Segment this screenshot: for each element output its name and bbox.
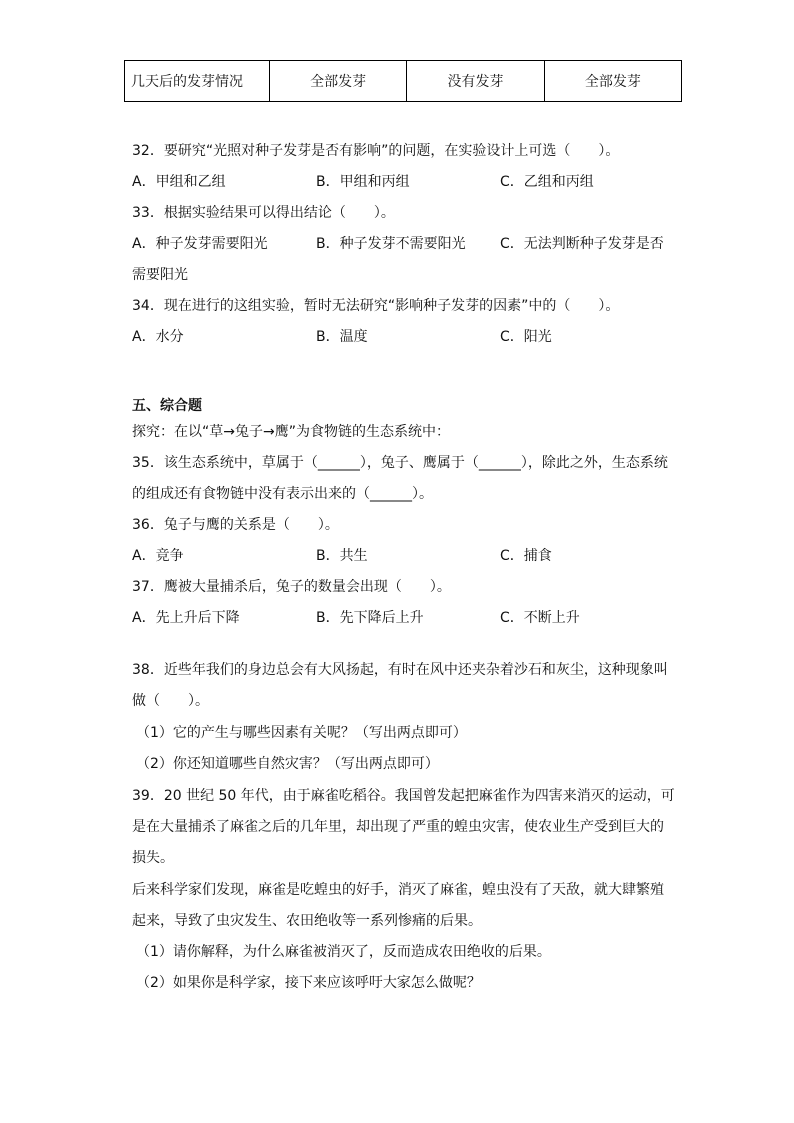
question-32: 32．要研究“光照对种子发芽是否有影响”的问题，在实验设计上可选（ ）。 — [132, 143, 620, 159]
question-33: 33．根据实验结果可以得出结论（ ）。 — [132, 205, 395, 221]
section-title: 五、综合题 — [132, 398, 202, 414]
question-39-line5: 起来，导致了虫灾发生、农田绝收等一系列惨痛的后果。 — [132, 913, 482, 929]
question-39-line3: 损失。 — [132, 850, 174, 866]
option-b: B．共生 — [316, 548, 368, 564]
option-c: C．乙组和丙组 — [500, 174, 594, 190]
question-39-line1: 39．20 世纪 50 年代，由于麻雀吃稻谷。我国曾发起把麻雀作为四害来消灭的运动，可 — [132, 788, 675, 804]
question-39-line2: 是在大量捕杀了麻雀之后的几年里，却出现了严重的蝗虫灾害，使农业生产受到巨大的 — [132, 819, 664, 835]
option-c-continued: 需要阳光 — [132, 267, 188, 283]
question-39-sub1: （1）请你解释，为什么麻雀被消灭了，反而造成农田绝收的后果。 — [136, 944, 551, 960]
option-a: A．种子发芽需要阳光 — [132, 236, 268, 252]
question-34: 34．现在进行的这组实验，暂时无法研究“影响种子发芽的因素”中的（ ）。 — [132, 298, 620, 314]
question-39-line4: 后来科学家们发现，麻雀是吃蝗虫的好手，消灭了麻雀，蝗虫没有了天敌，就大肆繁殖 — [132, 882, 664, 898]
table-cell-label: 几天后的发芽情况 — [125, 61, 270, 102]
table-cell: 全部发芽 — [544, 61, 681, 102]
table-row — [125, 61, 682, 102]
question-38-line1: 38．近些年我们的身边总会有大风扬起，有时在风中还夹杂着沙石和灰尘，这种现象叫 — [132, 662, 668, 678]
option-a: A．先上升后下降 — [132, 610, 240, 626]
option-c: C．捕食 — [500, 548, 552, 564]
option-c: C．不断上升 — [500, 610, 580, 626]
question-38-line2: 做（ ）。 — [132, 693, 209, 709]
question-35-line2: 的组成还有食物链中没有表示出来的（______）。 — [132, 486, 433, 502]
option-b: B．种子发芽不需要阳光 — [316, 236, 466, 252]
section-intro: 探究：在以“草→兔子→鹰”为食物链的生态系统中： — [132, 424, 450, 440]
option-c: C．阳光 — [500, 329, 552, 345]
question-38-sub1: （1）它的产生与哪些因素有关呢？（写出两点即可） — [136, 725, 467, 741]
option-b: B．温度 — [316, 329, 368, 345]
table-cell: 全部发芽 — [270, 61, 407, 102]
option-b: B．先下降后上升 — [316, 610, 424, 626]
option-c: C．无法判断种子发芽是否 — [500, 236, 664, 252]
question-38-sub2: （2）你还知道哪些自然灾害？（写出两点即可） — [136, 756, 439, 772]
question-35-line1: 35．该生态系统中，草属于（______），兔子、鹰属于（______），除此之外，生态系统 — [132, 455, 668, 471]
question-36: 36．兔子与鹰的关系是（ ）。 — [132, 517, 339, 533]
question-37: 37．鹰被大量捕杀后，兔子的数量会出现（ ）。 — [132, 579, 451, 595]
germination-table — [124, 60, 682, 102]
table-cell: 没有发芽 — [407, 61, 544, 102]
question-39-sub2: （2）如果你是科学家，接下来应该呼吁大家怎么做呢？ — [136, 975, 481, 991]
option-a: A．甲组和乙组 — [132, 174, 226, 190]
option-a: A．水分 — [132, 329, 184, 345]
option-a: A．竞争 — [132, 548, 184, 564]
option-b: B．甲组和丙组 — [316, 174, 410, 190]
